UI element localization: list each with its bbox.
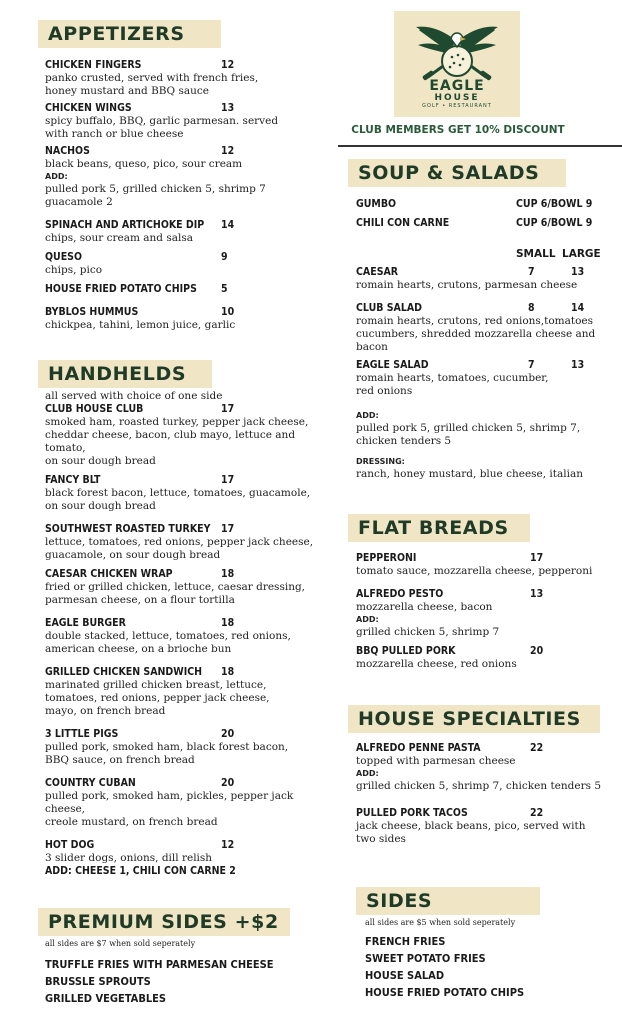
side-item: HOUSE SALAD	[365, 969, 445, 982]
item-description: with ranch or blue cheese	[45, 128, 184, 140]
item-description: romain hearts, tomatoes, cucumber,	[356, 372, 549, 384]
menu-item	[45, 666, 335, 679]
item-name: CHILI CON CARNE	[356, 217, 450, 229]
size-small-header: SMALL	[516, 248, 556, 260]
item-name: CAESAR CHICKEN WRAP	[45, 568, 173, 580]
item-name: PEPPERONI	[356, 552, 417, 564]
item-description: parmesan cheese, on a flour tortilla	[45, 594, 235, 606]
item-price: CUP 6/BOWL 9	[516, 217, 593, 229]
menu-item	[45, 403, 335, 416]
side-item: HOUSE FRIED POTATO CHIPS	[365, 986, 525, 999]
item-price: 13	[530, 588, 544, 600]
add-options: guacamole 2	[45, 196, 113, 208]
item-description: chips, pico	[45, 264, 103, 276]
item-price: 13	[221, 102, 235, 114]
item-price: 12	[221, 145, 235, 157]
menu-item	[45, 568, 335, 581]
sides-note: all sides are $5 when sold seperately	[365, 918, 516, 927]
item-name: CLUB HOUSE CLUB	[45, 403, 144, 415]
item-name: PULLED PORK TACOS	[356, 807, 468, 819]
eagle-house-logo	[394, 11, 520, 117]
item-name: GRILLED CHICKEN SANDWICH	[45, 666, 203, 678]
item-name: ALFREDO PENNE PASTA	[356, 742, 481, 754]
premium-sides-heading: PREMIUM SIDES +$2	[38, 908, 290, 936]
menu-item	[356, 645, 618, 658]
item-description: bacon	[356, 341, 388, 353]
premium-sides-note: all sides are $7 when sold seperately	[45, 939, 196, 948]
item-name: HOT DOG	[45, 839, 95, 851]
side-item: GRILLED VEGETABLES	[45, 992, 167, 1005]
add-options: chicken tenders 5	[356, 435, 452, 447]
item-description: chickpea, tahini, lemon juice, garlic	[45, 319, 236, 331]
menu-item	[45, 474, 335, 487]
item-name: CLUB SALAD	[356, 302, 423, 314]
item-price: 22	[530, 742, 544, 754]
item-name: EAGLE SALAD	[356, 359, 429, 371]
side-item: SWEET POTATO FRIES	[365, 952, 486, 965]
item-description: guacamole, on sour dough bread	[45, 549, 221, 561]
item-price-large: 13	[571, 359, 585, 371]
item-price: 20	[221, 777, 235, 789]
premium-sides-section	[45, 938, 335, 1007]
item-description: fried or grilled chicken, lettuce, caesar dressing,	[45, 581, 306, 593]
item-description: american cheese, on a brioche bun	[45, 643, 232, 655]
menu-item	[45, 283, 330, 296]
side-item: TRUFFLE FRIES WITH PARMESAN CHEESE	[45, 958, 274, 971]
item-price-large: 13	[571, 266, 585, 278]
item-price: 18	[221, 568, 235, 580]
logo-name-2: HOUSE	[434, 93, 480, 103]
item-name: COUNTRY CUBAN	[45, 777, 136, 789]
menu-item	[45, 839, 335, 852]
menu-item	[356, 217, 616, 230]
item-price: CUP 6/BOWL 9	[516, 198, 593, 210]
item-description: spicy buffalo, BBQ, garlic parmesan. served	[45, 115, 279, 127]
item-name: 3 LITTLE PIGS	[45, 728, 119, 740]
item-name: ALFREDO PESTO	[356, 588, 444, 600]
item-description: creole mustard, on french bread	[45, 816, 218, 828]
item-description: mozzarella cheese, bacon	[356, 601, 493, 613]
item-description: topped with parmesan cheese	[356, 755, 516, 767]
item-description: on sour dough bread	[45, 500, 156, 512]
add-options: pulled pork 5, grilled chicken 5, shrimp 7	[45, 183, 266, 195]
soups-section	[356, 198, 616, 230]
menu-item	[356, 807, 618, 820]
item-description: lettuce, tomatoes, red onions, pepper jack cheese,	[45, 536, 314, 548]
item-description: pulled pork, smoked ham, pickles, pepper jack cheese,	[45, 790, 294, 815]
soup-salads-heading: SOUP & SALADS	[348, 159, 566, 187]
menu-item	[356, 266, 618, 279]
menu-item	[356, 742, 618, 755]
item-description: jack cheese, black beans, pico, served with	[356, 820, 586, 832]
sides-heading: SIDES	[356, 887, 540, 915]
item-price: 17	[221, 474, 235, 486]
item-price: 17	[221, 523, 235, 535]
handhelds-section	[45, 390, 335, 878]
salads-section	[356, 266, 618, 481]
item-description: mozzarella cheese, red onions	[356, 658, 517, 670]
handhelds-heading: HANDHELDS	[38, 360, 212, 388]
size-large-header: LARGE	[562, 248, 601, 260]
item-description: panko crusted, served with french fries,	[45, 72, 259, 84]
menu-item	[45, 617, 335, 630]
item-price: 18	[221, 666, 235, 678]
item-price: 22	[530, 807, 544, 819]
item-description: black forest bacon, lettuce, tomatoes, guacamole,	[45, 487, 311, 499]
house-specialties-heading: HOUSE SPECIALTIES	[348, 705, 600, 733]
sides-section	[365, 917, 615, 1001]
item-description: cheddar cheese, bacon, club mayo, lettuce and tomato,	[45, 429, 296, 454]
item-description: pulled pork, smoked ham, black forest bacon,	[45, 741, 289, 753]
item-name: CHICKEN FINGERS	[45, 59, 142, 71]
item-name: HOUSE FRIED POTATO CHIPS	[45, 283, 197, 295]
item-description: 3 slider dogs, onions, dill relish	[45, 852, 213, 864]
logo-name: EAGLE	[429, 78, 485, 94]
menu-item	[45, 251, 330, 264]
hot-dog-addons: ADD: CHEESE 1, CHILI CON CARNE 2	[45, 865, 236, 877]
member-discount-note: CLUB MEMBERS GET 10% DISCOUNT	[351, 124, 565, 136]
item-description: marinated grilled chicken breast, lettuce,	[45, 679, 267, 691]
item-description: mayo, on french bread	[45, 705, 166, 717]
side-item: BRUSSLE SPROUTS	[45, 975, 151, 988]
item-description: honey mustard and BBQ sauce	[45, 85, 209, 97]
item-name: FANCY BLT	[45, 474, 101, 486]
item-description: BBQ sauce, on french bread	[45, 754, 195, 766]
item-name: CAESAR	[356, 266, 399, 278]
item-name: SPINACH AND ARTICHOKE DIP	[45, 219, 205, 231]
item-description: double stacked, lettuce, tomatoes, red onions,	[45, 630, 291, 642]
specialties-section	[356, 742, 618, 846]
flat-breads-heading: FLAT BREADS	[348, 514, 530, 542]
dressing-label: DRESSING:	[356, 457, 405, 466]
menu-item	[45, 777, 335, 790]
item-price: 20	[530, 645, 544, 657]
add-options: grilled chicken 5, shrimp 7	[356, 626, 500, 638]
menu-item	[45, 145, 330, 158]
menu-item	[45, 728, 335, 741]
item-price-large: 14	[571, 302, 585, 314]
item-price: 12	[221, 59, 235, 71]
logo-tagline: GOLF • RESTAURANT	[422, 103, 492, 109]
item-name: SOUTHWEST ROASTED TURKEY	[45, 523, 211, 535]
item-description: tomato sauce, mozzarella cheese, pepperoni	[356, 565, 593, 577]
item-price-small: 8	[528, 302, 535, 314]
item-description: smoked ham, roasted turkey, pepper jack cheese,	[45, 416, 309, 428]
item-name: CHICKEN WINGS	[45, 102, 132, 114]
item-name: BYBLOS HUMMUS	[45, 306, 139, 318]
item-price: 14	[221, 219, 235, 231]
item-description: two sides	[356, 833, 406, 845]
add-label: ADD:	[356, 411, 379, 420]
flatbreads-section	[356, 552, 618, 671]
item-price: 20	[221, 728, 235, 740]
item-name: BBQ PULLED PORK	[356, 645, 456, 657]
item-description: romain hearts, crutons, parmesan cheese	[356, 279, 578, 291]
handhelds-note: all served with choice of one side	[45, 390, 223, 402]
add-label: ADD:	[45, 172, 68, 181]
item-description: romain hearts, crutons, red onions,tomatoes	[356, 315, 594, 327]
add-label: ADD:	[356, 615, 379, 624]
item-price: 17	[221, 403, 235, 415]
item-price: 10	[221, 306, 235, 318]
appetizers-section	[45, 59, 330, 332]
item-description: chips, sour cream and salsa	[45, 232, 194, 244]
item-description: red onions	[356, 385, 413, 397]
item-description: on sour dough bread	[45, 455, 156, 467]
menu-item	[356, 588, 618, 601]
add-options: grilled chicken 5, shrimp 7, chicken tenders 5	[356, 780, 602, 792]
menu-item	[45, 523, 335, 536]
add-label: ADD:	[356, 769, 379, 778]
item-description: cucumbers, shredded mozzarella cheese and	[356, 328, 596, 340]
item-price: 9	[221, 251, 228, 263]
menu-item	[356, 198, 616, 211]
dressing-options: ranch, honey mustard, blue cheese, italian	[356, 468, 584, 480]
item-description: black beans, queso, pico, sour cream	[45, 158, 243, 170]
item-name: NACHOS	[45, 145, 90, 157]
item-name: QUESO	[45, 251, 82, 263]
add-options: pulled pork 5, grilled chicken 5, shrimp 7,	[356, 422, 581, 434]
item-name: EAGLE BURGER	[45, 617, 126, 629]
item-price-small: 7	[528, 266, 535, 278]
item-price: 18	[221, 617, 235, 629]
menu-item	[356, 359, 618, 372]
item-price: 12	[221, 839, 235, 851]
item-price: 17	[530, 552, 544, 564]
menu-item	[356, 552, 618, 565]
item-price: 5	[221, 283, 228, 295]
menu-item	[45, 306, 330, 319]
divider	[338, 145, 622, 147]
item-description: tomatoes, red onions, pepper jack cheese,	[45, 692, 270, 704]
menu-item	[45, 219, 330, 232]
menu-item	[45, 59, 330, 72]
menu-item	[356, 302, 618, 315]
menu-item	[45, 102, 330, 115]
item-price-small: 7	[528, 359, 535, 371]
side-item: FRENCH FRIES	[365, 935, 446, 948]
appetizers-heading: APPETIZERS	[38, 20, 221, 48]
item-name: GUMBO	[356, 198, 397, 210]
